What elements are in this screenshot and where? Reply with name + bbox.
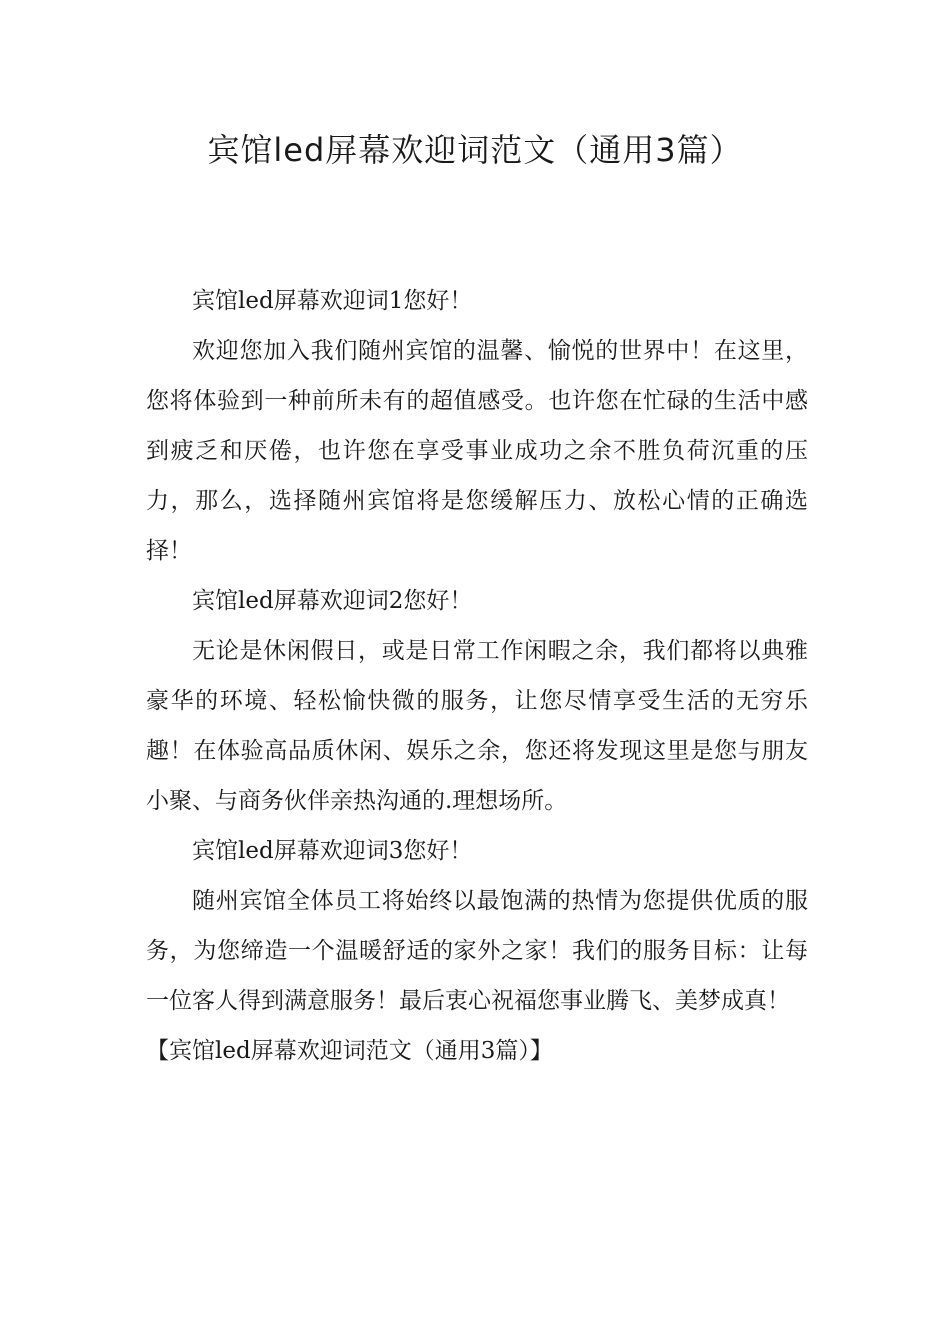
document-title: 宾馆led屏幕欢迎词范文（通用3篇） — [207, 131, 743, 169]
section-2-paragraph: 无论是休闲假日，或是日常工作闲暇之余，我们都将以典雅豪华的环境、轻松愉快微的服务，让您尽情享受生活的无穷乐趣！在体验高品质休闲、娱乐之余，您还将发现这里是您与朋友小聚、与商务伙伴亲热沟通的.理想场所。 — [146, 638, 808, 814]
document-body — [146, 276, 808, 1076]
section-1-paragraph: 欢迎您加入我们随州宾馆的温馨、愉悦的世界中！在这里，您将体验到一种前所未有的超值感受。也许您在忙碌的生活中感到疲乏和厌倦，也许您在享受事业成功之余不胜负荷沉重的压力，那么，选择随州宾馆将是您缓解压力、放松心情的正确选择！ — [146, 338, 808, 564]
section-1-heading: 宾馆led屏幕欢迎词1您好！ — [192, 288, 473, 314]
section-3-paragraph: 随州宾馆全体员工将始终以最饱满的热情为您提供优质的服务，为您缔造一个温暖舒适的家外之家！我们的服务目标：让每一位客人得到满意服务！最后衷心祝福您事业腾飞、美梦成真！ — [146, 888, 808, 1014]
document-footer: 【宾馆led屏幕欢迎词范文（通用3篇）】 — [146, 1038, 553, 1064]
section-3-heading: 宾馆led屏幕欢迎词3您好！ — [192, 838, 473, 864]
section-2-heading: 宾馆led屏幕欢迎词2您好！ — [192, 588, 473, 614]
